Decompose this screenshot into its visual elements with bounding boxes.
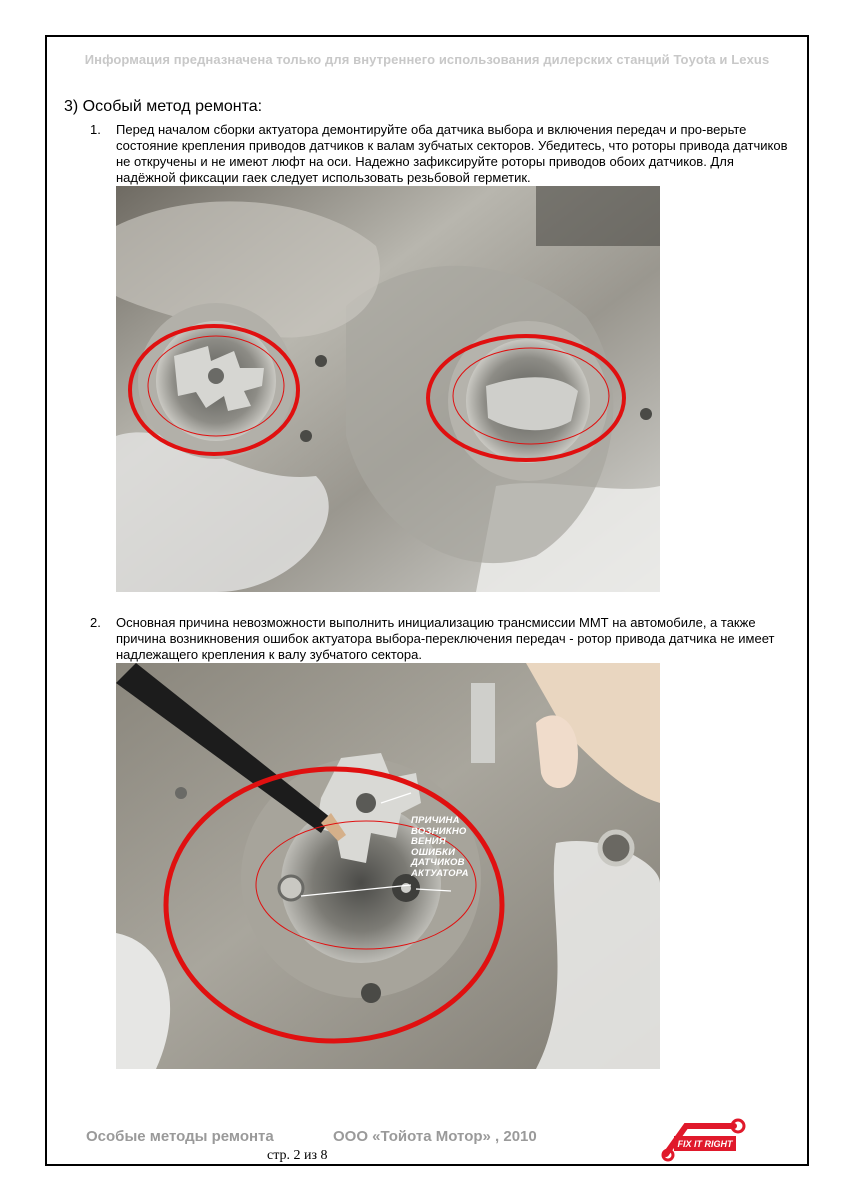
item-text: Перед началом сборки актуатора демонтируйте оба датчика выбора и включения передач и про-верьте состояние крепления приводов датчиков к валам зубчатых секторов. Убедитесь, что роторы привода датчиков не откручены и не имеют люфт на оси. Надежно зафиксируйте роторы приводов обоих датчиков. Для надёжной фиксации гаек следует использовать резьбовой герметик. (116, 122, 788, 185)
fix-it-right-logo (660, 1118, 750, 1167)
list-item-2 (90, 615, 790, 663)
list-item-1 (90, 122, 790, 186)
item-number: 1. (90, 122, 101, 137)
photo-annotation: ПРИЧИНА ВОЗНИКНО ВЕНИЯ ОШИБКИ ДАТЧИКОВ АКТУАТОРА (411, 815, 469, 879)
footer-company: ООО «Тойота Мотор» , 2010 (333, 1128, 537, 1145)
actuator-photo-1 (116, 186, 660, 592)
footer-document-title: Особые методы ремонта (86, 1128, 274, 1145)
item-number: 2. (90, 615, 101, 630)
confidentiality-notice: Информация предназначена только для внутреннего использования дилерских станций Toyota и Lexus (84, 52, 770, 67)
page-number: стр. 2 из 8 (267, 1148, 328, 1163)
item-text: Основная причина невозможности выполнить инициализацию трансмиссии ММТ на автомобиле, а также причина возникновения ошибок актуатора выбора-переключения передач - ротор привода датчика не имеет надлежащего крепления к валу зубчатого сектора. (116, 615, 775, 662)
actuator-photo-2 (116, 663, 660, 1069)
svg-text:FIX IT RIGHT: FIX IT RIGHT (677, 1139, 733, 1149)
section-title: 3) Особый метод ремонта: (64, 98, 263, 115)
